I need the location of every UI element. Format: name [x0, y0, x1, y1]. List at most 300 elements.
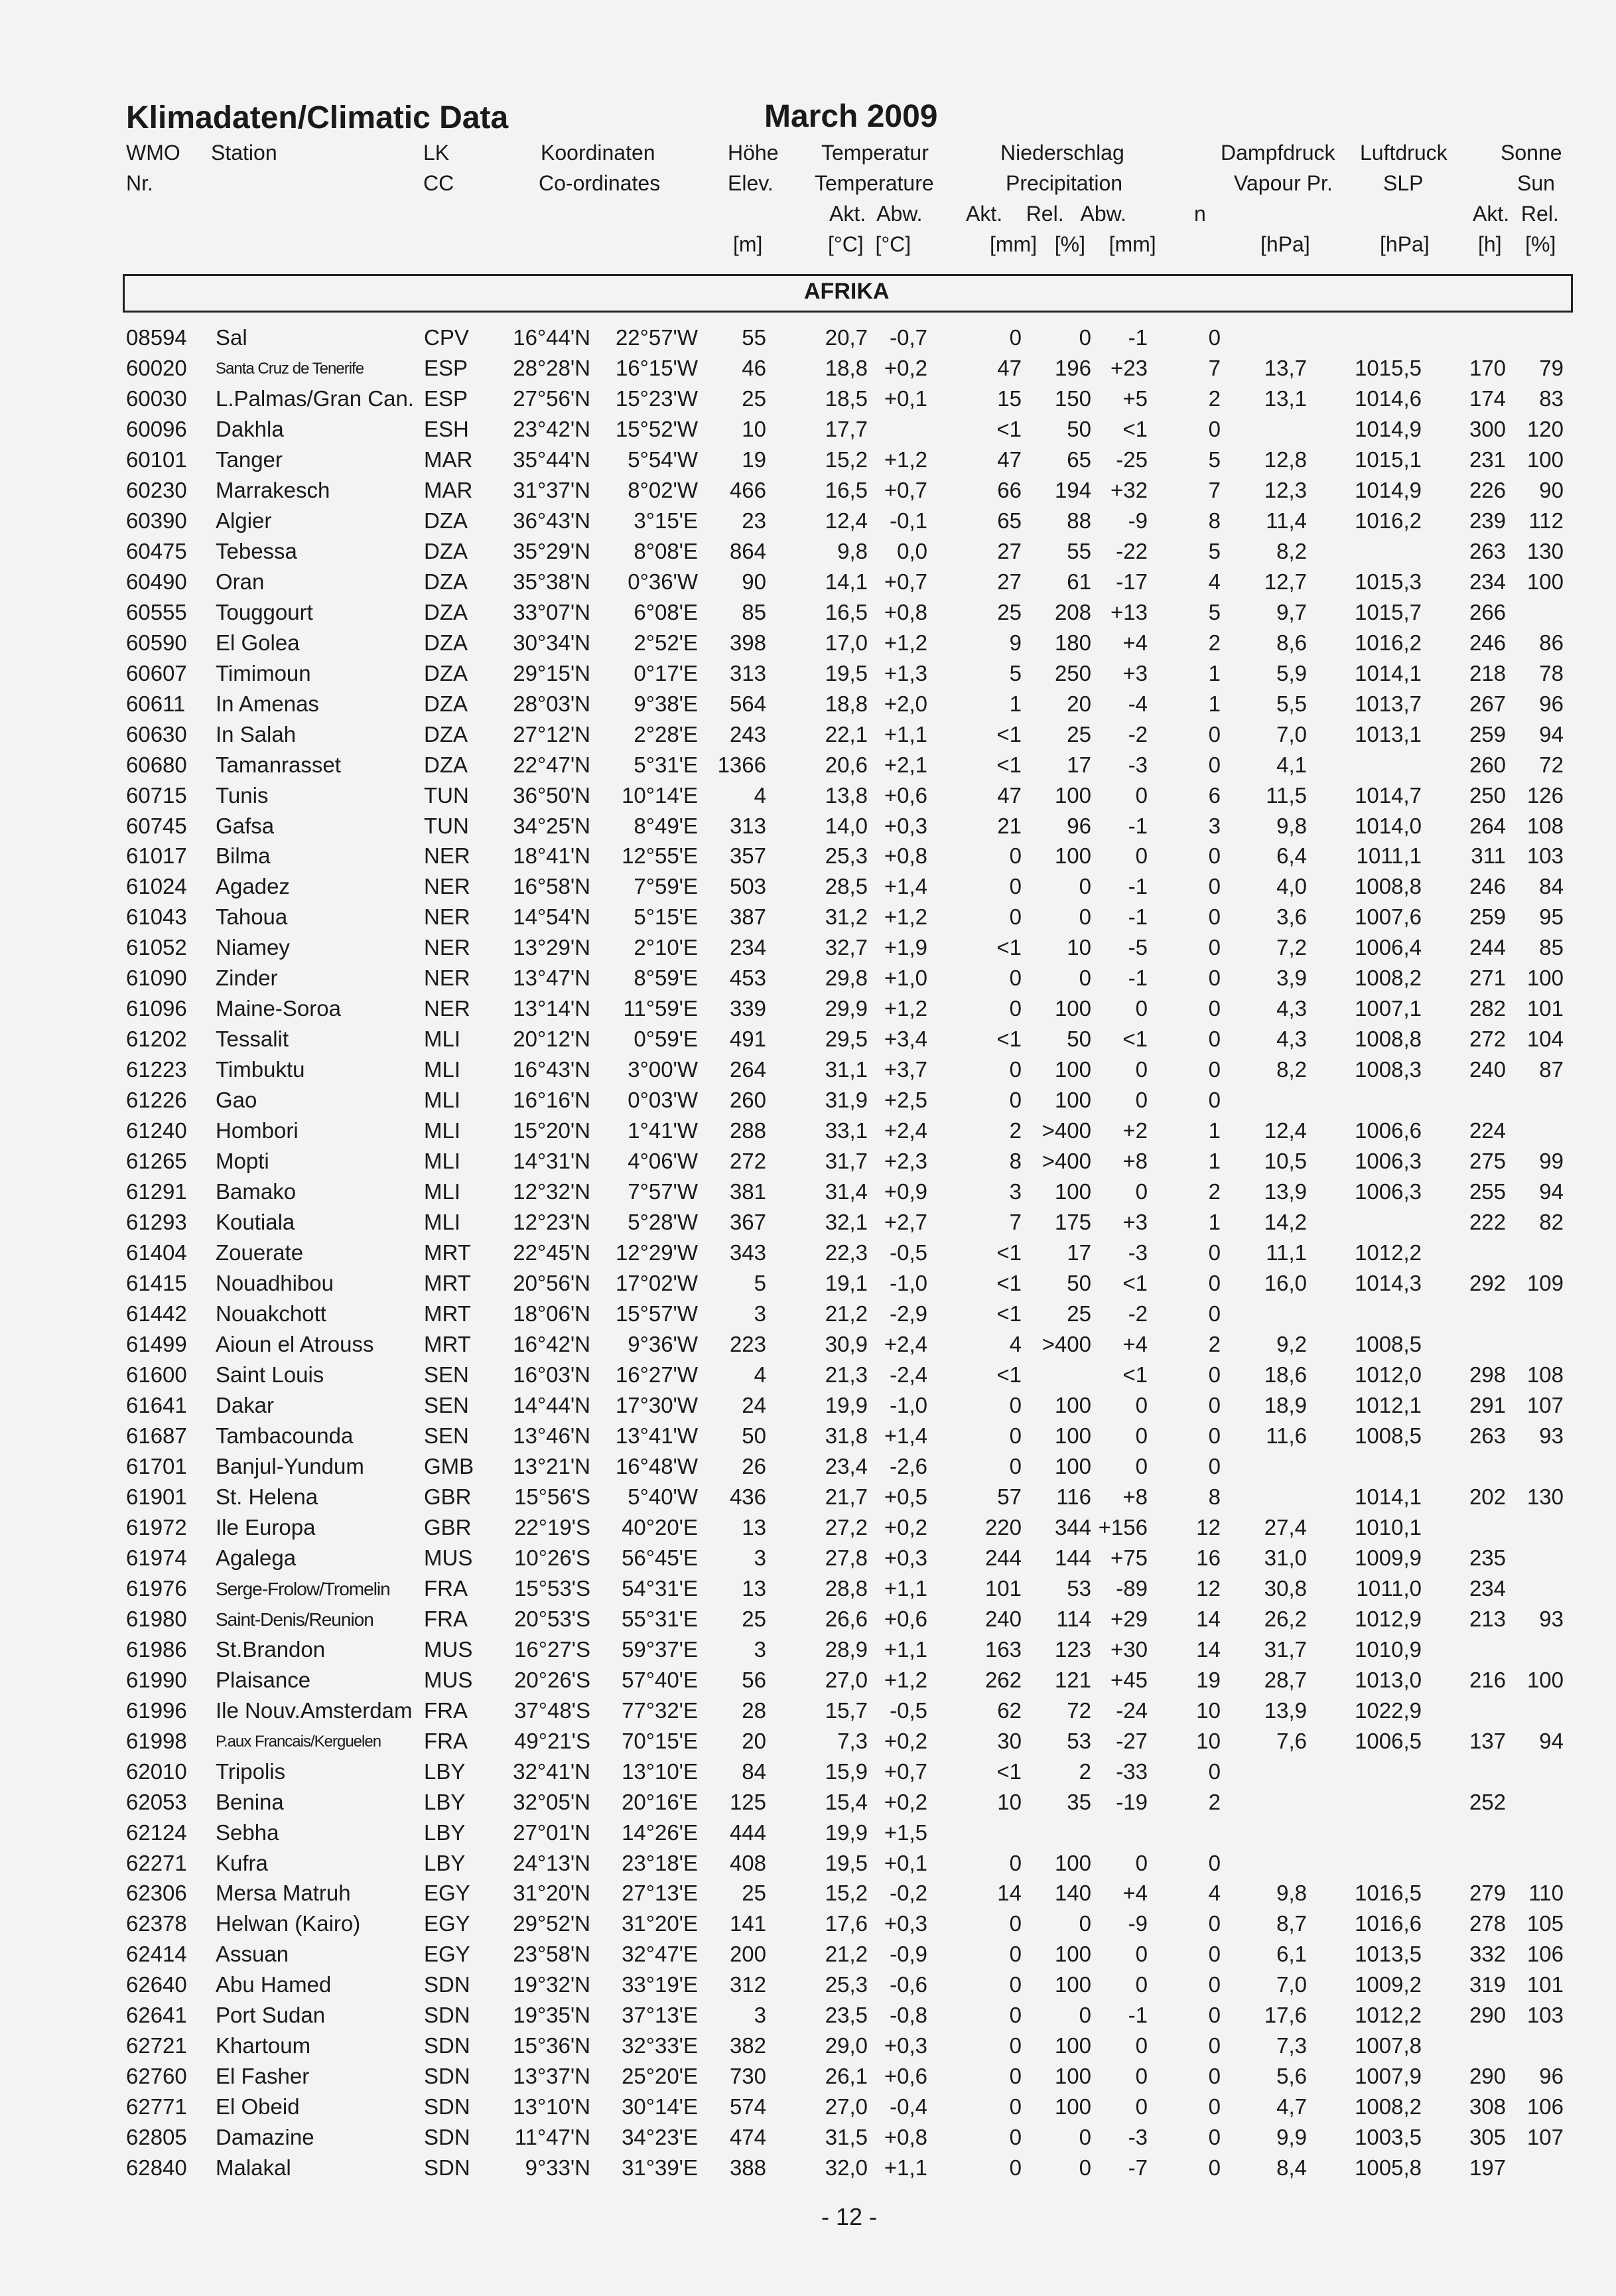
cell-elevation: 4: [754, 1362, 766, 1387]
cell-sun-rel: 108: [1526, 1362, 1564, 1387]
cell-sun-akt: 275: [1469, 1149, 1506, 1174]
cell-country: MUS: [424, 1545, 473, 1570]
cell-prec-abw: 0: [1135, 1179, 1148, 1204]
table-row: [0, 843, 1616, 873]
cell-temp-abw: +1,1: [884, 2155, 927, 2181]
table-row: [0, 935, 1616, 964]
cell-latitude: 14°54'N: [513, 904, 590, 930]
cell-wmo-nr: 61240: [126, 1118, 187, 1143]
cell-latitude: 10°26'S: [514, 1545, 590, 1570]
cell-longitude: 31°20'E: [622, 1911, 698, 1936]
cell-country: NER: [424, 935, 470, 960]
cell-temp-abw: +0,6: [884, 1606, 927, 1631]
cell-vapour: 12,8: [1264, 447, 1307, 472]
cell-wmo-nr: 60020: [126, 355, 187, 380]
cell-station: Bilma: [216, 843, 271, 869]
cell-station: El Fasher: [216, 2064, 310, 2089]
cell-elevation: 5: [754, 1271, 766, 1296]
cell-prec-rel: 100: [1054, 843, 1091, 869]
cell-prec-abw: 0: [1135, 1392, 1148, 1417]
header-dampfdruck: Dampfdruck: [1221, 141, 1335, 165]
cell-slp: 1012,9: [1355, 1606, 1422, 1631]
cell-longitude: 14°26'E: [622, 1820, 698, 1845]
cell-elevation: 474: [729, 2125, 766, 2150]
cell-slp: 1016,2: [1355, 630, 1422, 655]
table-row: [0, 600, 1616, 629]
cell-prec-akt: <1: [996, 416, 1022, 441]
cell-country: SDN: [424, 2125, 470, 2150]
cell-temp-abw: +0,2: [884, 1728, 927, 1753]
cell-wmo-nr: 60490: [126, 569, 187, 594]
cell-latitude: 31°37'N: [513, 477, 590, 502]
cell-slp: 1010,1: [1355, 1514, 1422, 1540]
table-row: [0, 569, 1616, 599]
cell-n-days: 0: [1208, 2003, 1221, 2028]
cell-station: P.aux Francais/Kerguelen: [216, 1732, 381, 1751]
cell-temp-akt: 29,5: [825, 1027, 868, 1052]
table-row: [0, 1698, 1616, 1727]
cell-prec-rel: 0: [1079, 1911, 1091, 1936]
cell-temp-akt: 17,0: [825, 630, 868, 655]
header-sun-sub: Akt. Rel.: [1473, 202, 1559, 226]
cell-longitude: 20°16'E: [622, 1789, 698, 1814]
header-temp-sub: Akt. Abw.: [829, 202, 923, 226]
cell-n-days: 0: [1208, 996, 1221, 1021]
cell-sun-rel: 94: [1539, 721, 1564, 747]
cell-wmo-nr: 60715: [126, 782, 187, 808]
cell-prec-akt: 14: [997, 1881, 1022, 1906]
table-row: [0, 1362, 1616, 1392]
cell-temp-akt: 19,5: [825, 660, 868, 685]
cell-prec-abw: +30: [1111, 1636, 1148, 1662]
cell-vapour: 17,6: [1264, 2003, 1307, 2028]
cell-temp-akt: 22,1: [825, 721, 868, 747]
cell-prec-rel: 208: [1054, 599, 1091, 624]
cell-longitude: 8°02'W: [628, 477, 698, 502]
cell-wmo-nr: 62840: [126, 2155, 187, 2181]
cell-prec-rel: 50: [1067, 1271, 1091, 1296]
cell-n-days: 0: [1208, 1027, 1221, 1052]
cell-longitude: 70°15'E: [622, 1728, 698, 1753]
cell-wmo-nr: 61226: [126, 1088, 187, 1113]
cell-prec-rel: 194: [1054, 477, 1091, 502]
cell-wmo-nr: 61415: [126, 1271, 187, 1296]
cell-temp-abw: +0,7: [884, 569, 927, 594]
cell-temp-akt: 29,0: [825, 2033, 868, 2058]
cell-sun-akt: 259: [1469, 904, 1506, 930]
cell-sun-rel: 100: [1526, 966, 1564, 991]
cell-sun-rel: 99: [1539, 1149, 1564, 1174]
cell-elevation: 3: [754, 1636, 766, 1662]
cell-wmo-nr: 61043: [126, 904, 187, 930]
cell-prec-abw: 0: [1135, 1088, 1148, 1113]
cell-country: SDN: [424, 2003, 470, 2028]
cell-vapour: 28,7: [1264, 1667, 1307, 1692]
cell-n-days: 0: [1208, 1057, 1221, 1082]
cell-prec-abw: -4: [1128, 691, 1148, 716]
cell-latitude: 33°07'N: [513, 599, 590, 624]
cell-prec-abw: -17: [1116, 569, 1148, 594]
cell-prec-akt: 0: [1009, 1423, 1022, 1448]
cell-temp-abw: -0,5: [890, 1240, 927, 1265]
header-precipitation: Precipitation: [1006, 171, 1123, 195]
cell-sun-rel: 94: [1539, 1179, 1564, 1204]
cell-longitude: 0°59'E: [634, 1027, 698, 1052]
cell-prec-rel: 100: [1054, 1088, 1091, 1113]
cell-longitude: 3°00'W: [628, 1057, 698, 1082]
cell-prec-abw: +4: [1122, 1332, 1148, 1356]
cell-prec-akt: <1: [996, 1027, 1022, 1052]
cell-sun-akt: 259: [1469, 721, 1506, 747]
cell-vapour: 14,2: [1264, 1210, 1307, 1235]
cell-n-days: 0: [1208, 1758, 1221, 1784]
table-row: [0, 661, 1616, 690]
cell-prec-rel: 50: [1067, 416, 1091, 441]
cell-slp: 1014,9: [1355, 477, 1422, 502]
table-row: [0, 1484, 1616, 1514]
cell-vapour: 12,4: [1264, 1118, 1307, 1143]
cell-n-days: 0: [1208, 966, 1221, 991]
cell-prec-abw: +75: [1111, 1545, 1148, 1570]
cell-vapour: 12,3: [1264, 477, 1307, 502]
cell-elevation: 13: [742, 1575, 766, 1601]
cell-slp: 1013,0: [1355, 1667, 1422, 1692]
cell-vapour: 8,6: [1276, 630, 1307, 655]
cell-prec-rel: 17: [1067, 752, 1091, 777]
cell-prec-abw: 0: [1135, 2094, 1148, 2119]
cell-temp-abw: +1,2: [884, 996, 927, 1021]
cell-country: LBY: [424, 1850, 466, 1875]
cell-elevation: 4: [754, 782, 766, 808]
cell-slp: 1015,5: [1355, 355, 1422, 380]
table-row: [0, 630, 1616, 660]
cell-sun-rel: 108: [1526, 813, 1564, 838]
cell-elevation: 408: [729, 1850, 766, 1875]
cell-temp-akt: 12,4: [825, 508, 868, 533]
cell-country: GMB: [424, 1453, 474, 1478]
cell-n-days: 10: [1196, 1728, 1221, 1753]
cell-country: MLI: [424, 1027, 461, 1052]
cell-temp-akt: 25,3: [825, 843, 868, 869]
cell-prec-akt: <1: [996, 1271, 1022, 1296]
cell-prec-akt: 0: [1009, 874, 1022, 899]
cell-n-days: 0: [1208, 1423, 1221, 1448]
header-temp-unit: [°C] [°C]: [828, 232, 911, 256]
cell-slp: 1012,2: [1355, 2003, 1422, 2028]
cell-vapour: 9,2: [1276, 1332, 1307, 1356]
cell-sun-akt: 298: [1469, 1362, 1506, 1387]
cell-elevation: 3: [754, 2003, 766, 2028]
table-row: [0, 2003, 1616, 2032]
cell-sun-rel: 101: [1526, 1972, 1564, 1997]
cell-prec-akt: 65: [997, 508, 1022, 533]
cell-sun-akt: 197: [1469, 2155, 1506, 2181]
cell-longitude: 2°52'E: [634, 630, 698, 655]
table-row: [0, 814, 1616, 843]
cell-station: Saint Louis: [216, 1362, 324, 1387]
cell-n-days: 2: [1208, 1332, 1221, 1356]
cell-elevation: 381: [729, 1179, 766, 1204]
cell-prec-rel: 0: [1079, 2003, 1091, 2028]
cell-longitude: 0°03'W: [628, 1088, 698, 1113]
cell-n-days: 7: [1208, 355, 1221, 380]
cell-latitude: 20°26'S: [514, 1667, 590, 1692]
cell-elevation: 357: [729, 843, 766, 869]
cell-vapour: 8,2: [1276, 538, 1307, 563]
cell-elevation: 264: [729, 1057, 766, 1082]
cell-vapour: 4,3: [1276, 1027, 1307, 1052]
cell-temp-akt: 31,7: [825, 1149, 868, 1174]
cell-slp: 1012,2: [1355, 1240, 1422, 1265]
cell-elevation: 388: [729, 2155, 766, 2181]
cell-elevation: 503: [729, 874, 766, 899]
cell-temp-akt: 31,9: [825, 1088, 868, 1113]
cell-temp-abw: +1,1: [884, 721, 927, 747]
cell-wmo-nr: 62721: [126, 2033, 187, 2058]
cell-latitude: 13°14'N: [513, 996, 590, 1021]
cell-wmo-nr: 61986: [126, 1636, 187, 1662]
cell-country: MLI: [424, 1149, 461, 1174]
cell-n-days: 0: [1208, 935, 1221, 960]
cell-temp-abw: -0,7: [890, 325, 927, 350]
cell-prec-akt: 47: [997, 355, 1022, 380]
cell-country: SDN: [424, 2155, 470, 2181]
cell-n-days: 8: [1208, 1484, 1221, 1509]
cell-prec-rel: 180: [1054, 630, 1091, 655]
cell-wmo-nr: 61291: [126, 1179, 187, 1204]
header-temperature: Temperature: [815, 171, 934, 195]
cell-sun-akt: 250: [1469, 782, 1506, 808]
table-row: [0, 417, 1616, 446]
cell-vapour: 8,4: [1276, 2155, 1307, 2181]
cell-temp-akt: 31,8: [825, 1423, 868, 1448]
cell-temp-abw: -1,0: [890, 1271, 927, 1296]
cell-slp: 1008,3: [1355, 1057, 1422, 1082]
cell-sun-rel: 94: [1539, 1728, 1564, 1753]
cell-latitude: 36°50'N: [513, 782, 590, 808]
cell-prec-abw: 0: [1135, 843, 1148, 869]
cell-prec-rel: 0: [1079, 2155, 1091, 2181]
cell-slp: 1007,8: [1355, 2033, 1422, 2058]
cell-prec-abw: <1: [1122, 416, 1148, 441]
cell-station: In Salah: [216, 721, 297, 747]
cell-prec-abw: -9: [1128, 508, 1148, 533]
cell-temp-abw: +1,1: [884, 1575, 927, 1601]
cell-temp-akt: 20,6: [825, 752, 868, 777]
cell-sun-rel: 72: [1539, 752, 1564, 777]
cell-temp-akt: 17,6: [825, 1911, 868, 1936]
cell-country: NER: [424, 843, 470, 869]
cell-prec-akt: <1: [996, 1240, 1022, 1265]
cell-sun-rel: 104: [1526, 1027, 1564, 1052]
cell-temp-abw: +0,3: [884, 1911, 927, 1936]
header-precip-sub: Akt. Rel. Abw.: [966, 202, 1126, 226]
cell-temp-abw: +1,5: [884, 1820, 927, 1845]
cell-vapour: 11,4: [1266, 508, 1307, 533]
cell-n-days: 1: [1208, 1118, 1221, 1143]
cell-prec-abw: +4: [1122, 1881, 1148, 1906]
cell-vapour: 11,1: [1266, 1240, 1307, 1265]
cell-temp-akt: 25,3: [825, 1972, 868, 1997]
cell-slp: 1008,5: [1355, 1423, 1422, 1448]
cell-elevation: 730: [729, 2064, 766, 2089]
cell-sun-akt: 305: [1469, 2125, 1506, 2150]
cell-longitude: 0°36'W: [628, 569, 698, 594]
cell-n-days: 14: [1196, 1606, 1221, 1631]
cell-prec-rel: >400: [1042, 1149, 1091, 1174]
cell-country: MRT: [424, 1271, 471, 1296]
cell-temp-akt: 26,1: [825, 2064, 868, 2089]
cell-elevation: 125: [729, 1789, 766, 1814]
cell-temp-akt: 32,1: [825, 1210, 868, 1235]
cell-wmo-nr: 61701: [126, 1453, 187, 1478]
cell-wmo-nr: 62271: [126, 1850, 187, 1875]
cell-longitude: 7°59'E: [634, 874, 698, 899]
cell-longitude: 13°41'W: [615, 1423, 698, 1448]
cell-slp: 1012,0: [1355, 1362, 1422, 1387]
cell-prec-rel: 144: [1054, 1545, 1091, 1570]
cell-vapour: 7,2: [1276, 935, 1307, 960]
cell-latitude: 20°56'N: [513, 1271, 590, 1296]
cell-vapour: 8,7: [1276, 1911, 1307, 1936]
cell-prec-abw: -1: [1128, 813, 1148, 838]
cell-prec-rel: 17: [1067, 1240, 1091, 1265]
cell-vapour: 6,1: [1276, 1942, 1307, 1967]
cell-sun-rel: 93: [1539, 1423, 1564, 1448]
cell-vapour: 13,9: [1264, 1179, 1307, 1204]
cell-latitude: 14°44'N: [513, 1392, 590, 1417]
cell-sun-rel: 93: [1539, 1606, 1564, 1631]
cell-n-days: 12: [1196, 1575, 1221, 1601]
cell-prec-abw: +156: [1098, 1514, 1148, 1540]
cell-station: Helwan (Kairo): [216, 1911, 361, 1936]
header-sun: Sun: [1517, 171, 1555, 195]
cell-station: Assuan: [216, 1942, 289, 1967]
cell-prec-abw: +4: [1122, 630, 1148, 655]
cell-prec-akt: 0: [1009, 2003, 1022, 2028]
cell-n-days: 0: [1208, 2125, 1221, 2150]
table-row: [0, 508, 1616, 538]
cell-sun-akt: 319: [1469, 1972, 1506, 1997]
cell-latitude: 9°33'N: [525, 2155, 590, 2181]
cell-slp: 1014,1: [1355, 660, 1422, 685]
cell-n-days: 0: [1208, 1271, 1221, 1296]
cell-vapour: 31,7: [1264, 1636, 1307, 1662]
cell-temp-abw: -2,9: [890, 1301, 927, 1327]
cell-longitude: 12°55'E: [622, 843, 698, 869]
cell-latitude: 28°03'N: [513, 691, 590, 716]
cell-sun-akt: 137: [1469, 1728, 1506, 1753]
cell-n-days: 12: [1196, 1514, 1221, 1540]
table-row: [0, 1210, 1616, 1239]
cell-prec-rel: 10: [1067, 935, 1091, 960]
cell-n-days: 2: [1208, 630, 1221, 655]
cell-sun-akt: 224: [1469, 1118, 1506, 1143]
cell-wmo-nr: 62640: [126, 1972, 187, 1997]
cell-country: MLI: [424, 1118, 461, 1143]
table-row: [0, 478, 1616, 507]
cell-country: DZA: [424, 630, 468, 655]
cell-station: Sal: [216, 325, 247, 350]
cell-elevation: 453: [729, 966, 766, 991]
cell-prec-akt: 57: [997, 1484, 1022, 1509]
cell-latitude: 35°38'N: [513, 569, 590, 594]
cell-station: In Amenas: [216, 691, 319, 716]
cell-elevation: 367: [729, 1210, 766, 1235]
cell-wmo-nr: 61990: [126, 1667, 187, 1692]
cell-vapour: 18,6: [1264, 1362, 1307, 1387]
cell-wmo-nr: 61202: [126, 1027, 187, 1052]
cell-vapour: 5,6: [1276, 2064, 1307, 2089]
cell-longitude: 77°32'E: [622, 1697, 698, 1723]
cell-elevation: 444: [729, 1820, 766, 1845]
cell-longitude: 23°18'E: [622, 1850, 698, 1875]
cell-temp-abw: -0,8: [890, 2003, 927, 2028]
table-row: [0, 1729, 1616, 1758]
cell-wmo-nr: 62771: [126, 2094, 187, 2119]
cell-prec-rel: 65: [1067, 447, 1091, 472]
cell-prec-abw: +8: [1122, 1149, 1148, 1174]
cell-sun-akt: 202: [1469, 1484, 1506, 1509]
cell-sun-rel: 100: [1526, 447, 1564, 472]
cell-country: FRA: [424, 1697, 468, 1723]
cell-longitude: 17°30'W: [615, 1392, 698, 1417]
cell-latitude: 13°29'N: [513, 935, 590, 960]
table-row: [0, 1179, 1616, 1208]
cell-latitude: 16°58'N: [513, 874, 590, 899]
cell-prec-akt: 163: [984, 1636, 1022, 1662]
cell-station: Tamanrasset: [216, 752, 341, 777]
cell-prec-rel: 25: [1067, 1301, 1091, 1327]
cell-wmo-nr: 61998: [126, 1728, 187, 1753]
cell-prec-abw: 0: [1135, 1850, 1148, 1875]
cell-longitude: 17°02'W: [615, 1271, 698, 1296]
cell-vapour: 5,9: [1276, 660, 1307, 685]
cell-prec-rel: 114: [1056, 1606, 1091, 1631]
cell-slp: 1014,1: [1355, 1484, 1422, 1509]
cell-wmo-nr: 62641: [126, 2003, 187, 2028]
cell-n-days: 0: [1208, 1301, 1221, 1327]
cell-n-days: 16: [1196, 1545, 1221, 1570]
cell-temp-abw: +0,7: [884, 1758, 927, 1784]
cell-temp-abw: +3,7: [884, 1057, 927, 1082]
table-row: [0, 1149, 1616, 1178]
cell-n-days: 0: [1208, 1453, 1221, 1478]
cell-slp: 1007,9: [1355, 2064, 1422, 2089]
cell-temp-akt: 7,3: [837, 1728, 868, 1753]
table-row: [0, 1820, 1616, 1849]
cell-n-days: 1: [1208, 691, 1221, 716]
cell-sun-akt: 255: [1469, 1179, 1506, 1204]
cell-elevation: 260: [729, 1088, 766, 1113]
cell-elevation: 398: [729, 630, 766, 655]
table-row: [0, 1576, 1616, 1605]
cell-latitude: 29°52'N: [513, 1911, 590, 1936]
cell-sun-rel: 79: [1539, 355, 1564, 380]
header-koordinaten: Koordinaten: [541, 141, 655, 165]
cell-prec-rel: 53: [1067, 1575, 1091, 1601]
cell-prec-akt: 240: [984, 1606, 1022, 1631]
cell-temp-abw: 0,0: [897, 538, 927, 563]
table-row: [0, 1637, 1616, 1666]
cell-prec-akt: 10: [997, 1789, 1022, 1814]
cell-n-days: 0: [1208, 416, 1221, 441]
table-row: [0, 356, 1616, 385]
cell-wmo-nr: 62760: [126, 2064, 187, 2089]
cell-sun-akt: 174: [1469, 386, 1506, 411]
cell-latitude: 16°42'N: [513, 1332, 590, 1356]
cell-sun-rel: 112: [1528, 508, 1564, 533]
